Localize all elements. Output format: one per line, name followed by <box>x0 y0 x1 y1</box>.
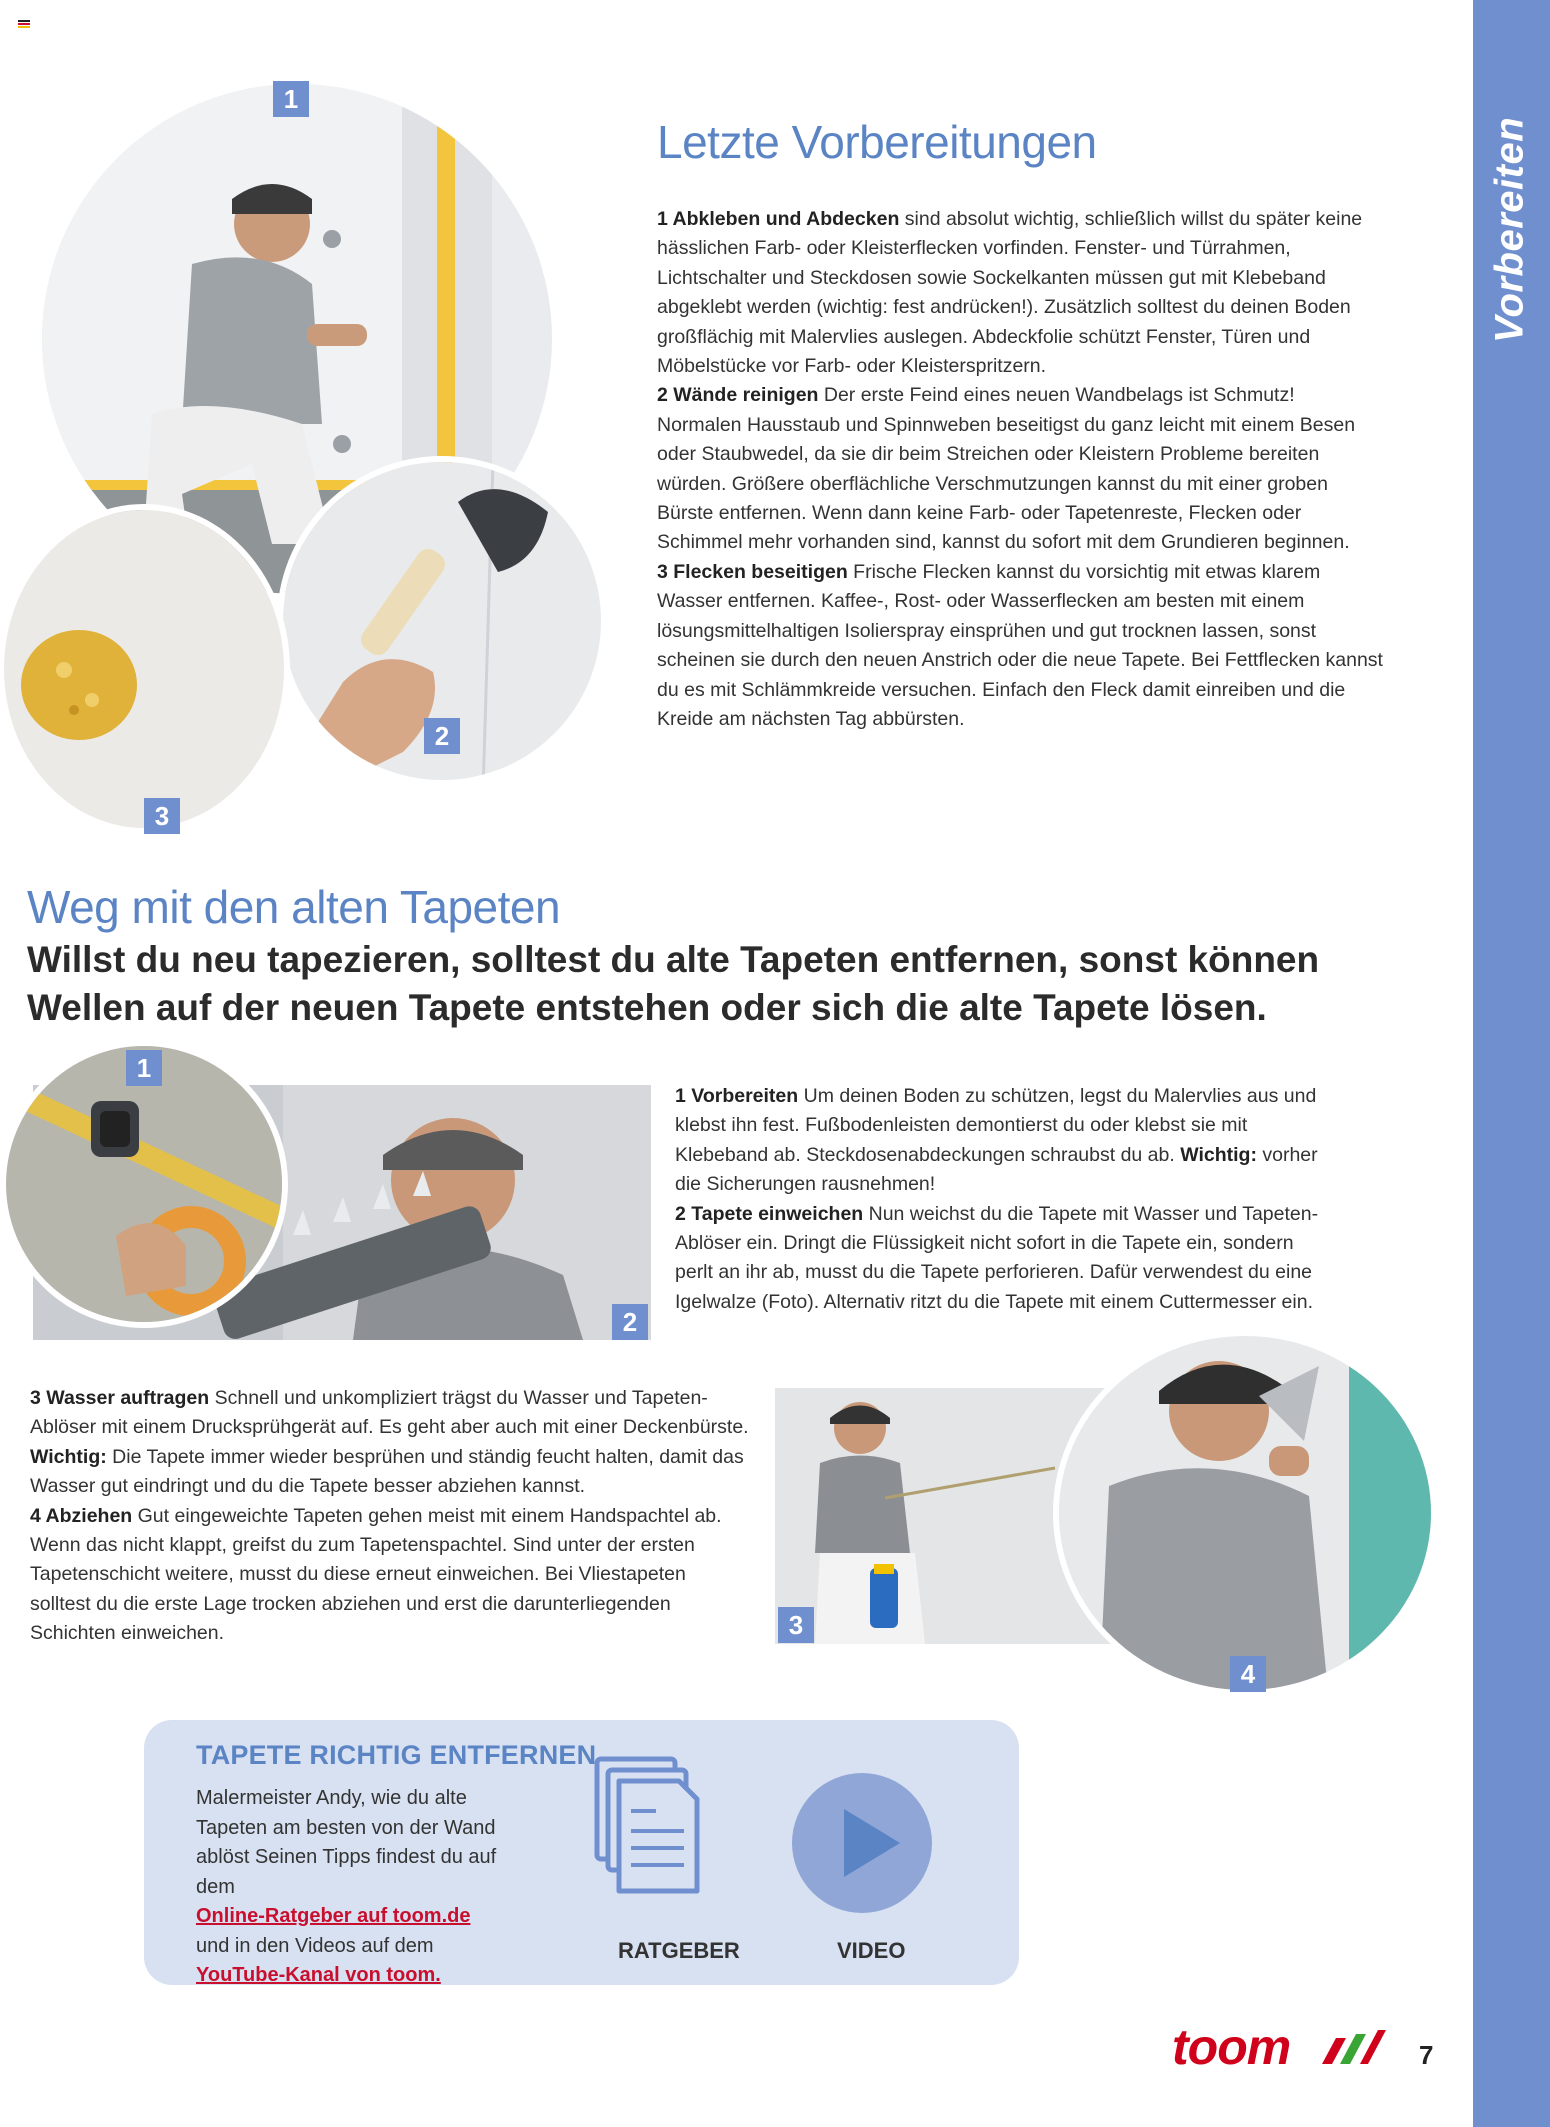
paragraph-text: Frische Flecken kannst du vorsichtig mit etwas klarem Wasser entfernen. Kaffee-, Rost- oder Wasserflecken am besten mit einem lösungsmittelhaltigen Isolierspray einsprühen und gut trocknen lassen, sonst scheinen sie durch den neuen Anstrich oder die neue Tapete. Bei Fettflecken kannst du es mit Schlämmkreide versuchen. Einfach den Fleck damit einreiben und die Kreide am nächsten Tag abbürsten. <box>657 560 1383 730</box>
paragraph <box>30 1502 750 1649</box>
paragraph-emphasis: Wichtig: <box>1180 1143 1257 1166</box>
paragraph-text: Gut eingeweichte Tapeten gehen meist mit einem Handspachtel ab. Wenn das nicht klappt, greifst du zum Tapetenspachtel. Sind unter der ersten Tapetenschicht weitere, musst du diese erneut einweichen. Bei Vliestapeten solltest du die erste Lage trocken abziehen und erst die darunterliegenden Schichten einweichen. <box>30 1504 722 1645</box>
paragraph-text: Die Tapete immer wieder besprühen und ständig feucht halten, damit das Wasser gut eindringt und du die Tapete besser abziehen kannst. <box>30 1445 744 1498</box>
flag-icon <box>18 20 30 28</box>
info-box <box>144 1720 1019 1985</box>
section-title: Weg mit den alten Tapeten <box>27 881 561 933</box>
photo-stain <box>0 504 290 834</box>
video-label: VIDEO <box>837 1938 906 1963</box>
paragraph-lead: 2 Tapete einweichen <box>675 1202 864 1225</box>
document-icon[interactable] <box>594 1756 704 1896</box>
paragraph-text: Nun weichst du die Tapete mit Wasser und Tapeten-Ablöser ein. Dringt die Flüssigkeit nicht sofort in die Tapete ein, sondern perlt an ihr ab, musst du die Tapete perforieren. Dafür verwendest du eine Igelwalze (Foto). Alternativ ritzt du die Tapete mit einem Cuttermesser ein. <box>675 1202 1319 1313</box>
badge-number: 3 <box>144 798 180 834</box>
toom-logo[interactable] <box>1172 2020 1387 2076</box>
youtube-link[interactable]: YouTube-Kanal von toom. <box>196 1964 441 1986</box>
sidebar-label: Vorbereiten <box>1487 116 1532 344</box>
paragraph <box>657 381 1383 557</box>
info-box-title: TAPETE RICHTIG ENTFERNEN <box>196 1740 597 1770</box>
paragraph-text: vorher die Sicherungen rausnehmen! <box>675 1143 1318 1196</box>
section-title: Letzte Vorbereitungen <box>657 116 1097 168</box>
section2-steps-top <box>675 1082 1335 1317</box>
ratgeber-link[interactable]: Online-Ratgeber auf toom.de <box>196 1905 471 1927</box>
paragraph <box>675 1082 1335 1200</box>
ratgeber-label: RATGEBER <box>618 1938 740 1963</box>
badge-number: 2 <box>612 1304 648 1340</box>
page-number: 7 <box>1419 2040 1434 2070</box>
section2-steps-bottom <box>30 1384 750 1649</box>
section1-body <box>657 205 1383 734</box>
badge-number: 1 <box>126 1050 162 1086</box>
badge-number: 4 <box>1230 1656 1266 1692</box>
paragraph-text: Der erste Feind eines neuen Wandbelags ist Schmutz! Normalen Hausstaub und Spinnweben beseitigst du ganz leicht mit einem Besen oder Staubwedel, da sie dir beim Streichen oder Kleistern Probleme bereiten würden. Größere oberflächliche Verschmutzungen kannst du mit einer groben Bürste entfernen. Wenn dann keine Farb- oder Tapetenreste, Flecken oder Schimmel mehr vorhanden sind, kannst du sofort mit dem Grundieren beginnen. <box>657 384 1356 554</box>
badge-number: 3 <box>778 1607 814 1643</box>
toom-logo-wordmark: toom <box>1172 2020 1291 2075</box>
paragraph-lead: 3 Flecken beseitigen <box>657 560 848 583</box>
paragraph <box>657 205 1383 381</box>
section-lead: Willst du neu tapezieren, solltest du alte Tapeten entfernen, sonst können Wellen auf der neuen Tapete entstehen oder sich die alte Tapete lösen. <box>27 939 1320 1028</box>
info-text: Malermeister Andy, wie du alte Tapeten am besten von der Wand ablöst Seinen Tipps findest du auf dem <box>196 1787 497 1898</box>
badge-number: 2 <box>424 718 460 754</box>
info-box-text <box>196 1784 516 1991</box>
paragraph-text: Schnell und unkompliziert trägst du Wasser und Tapeten-Ablöser mit einem Drucksprühgerät auf. Es geht aber auch mit einer Deckenbürste. <box>30 1387 749 1439</box>
paragraph-lead: 3 Wasser auftragen <box>30 1387 210 1409</box>
photo-scraper <box>1053 1330 1437 1696</box>
play-icon[interactable] <box>792 1773 932 1913</box>
paragraph-text: Um deinen Boden zu schützen, legst du Malervlies aus und klebst ihn fest. Fußbodenleisten demontierst du oder klebst sie mit Klebeband ab. Steckdosenabdeckungen schraubst du ab. <box>675 1085 1317 1166</box>
paragraph-emphasis: Wichtig: <box>30 1445 107 1468</box>
paragraph <box>675 1200 1335 1318</box>
info-text: und in den Videos auf dem <box>196 1934 434 1957</box>
paragraph-text: sind absolut wichtig, schließlich willst du später keine hässlichen Farb- oder Kleisterflecken vorfinden. Fenster- und Türrahmen, Lichtschalter und Steckdosen sowie Sockelkanten müssen gut mit Klebeband abgeklebt werden (wichtig: fest andrücken!). Zusätzlich solltest du deinen Boden großflächig mit Malervlies auslegen. Abdeckfolie schützt Fenster, Türen und Möbelstücke vor Farb- oder Kleisterspritzern. <box>657 208 1363 378</box>
paragraph <box>30 1384 750 1502</box>
paragraph-lead: 4 Abziehen <box>30 1504 133 1527</box>
paragraph-lead: 1 Abkleben und Abdecken <box>657 208 900 230</box>
paragraph-lead: 1 Vorbereiten <box>675 1085 799 1107</box>
paragraph <box>657 558 1383 734</box>
badge-number: 1 <box>273 81 309 117</box>
paragraph-lead: 2 Wände reinigen <box>657 384 819 407</box>
